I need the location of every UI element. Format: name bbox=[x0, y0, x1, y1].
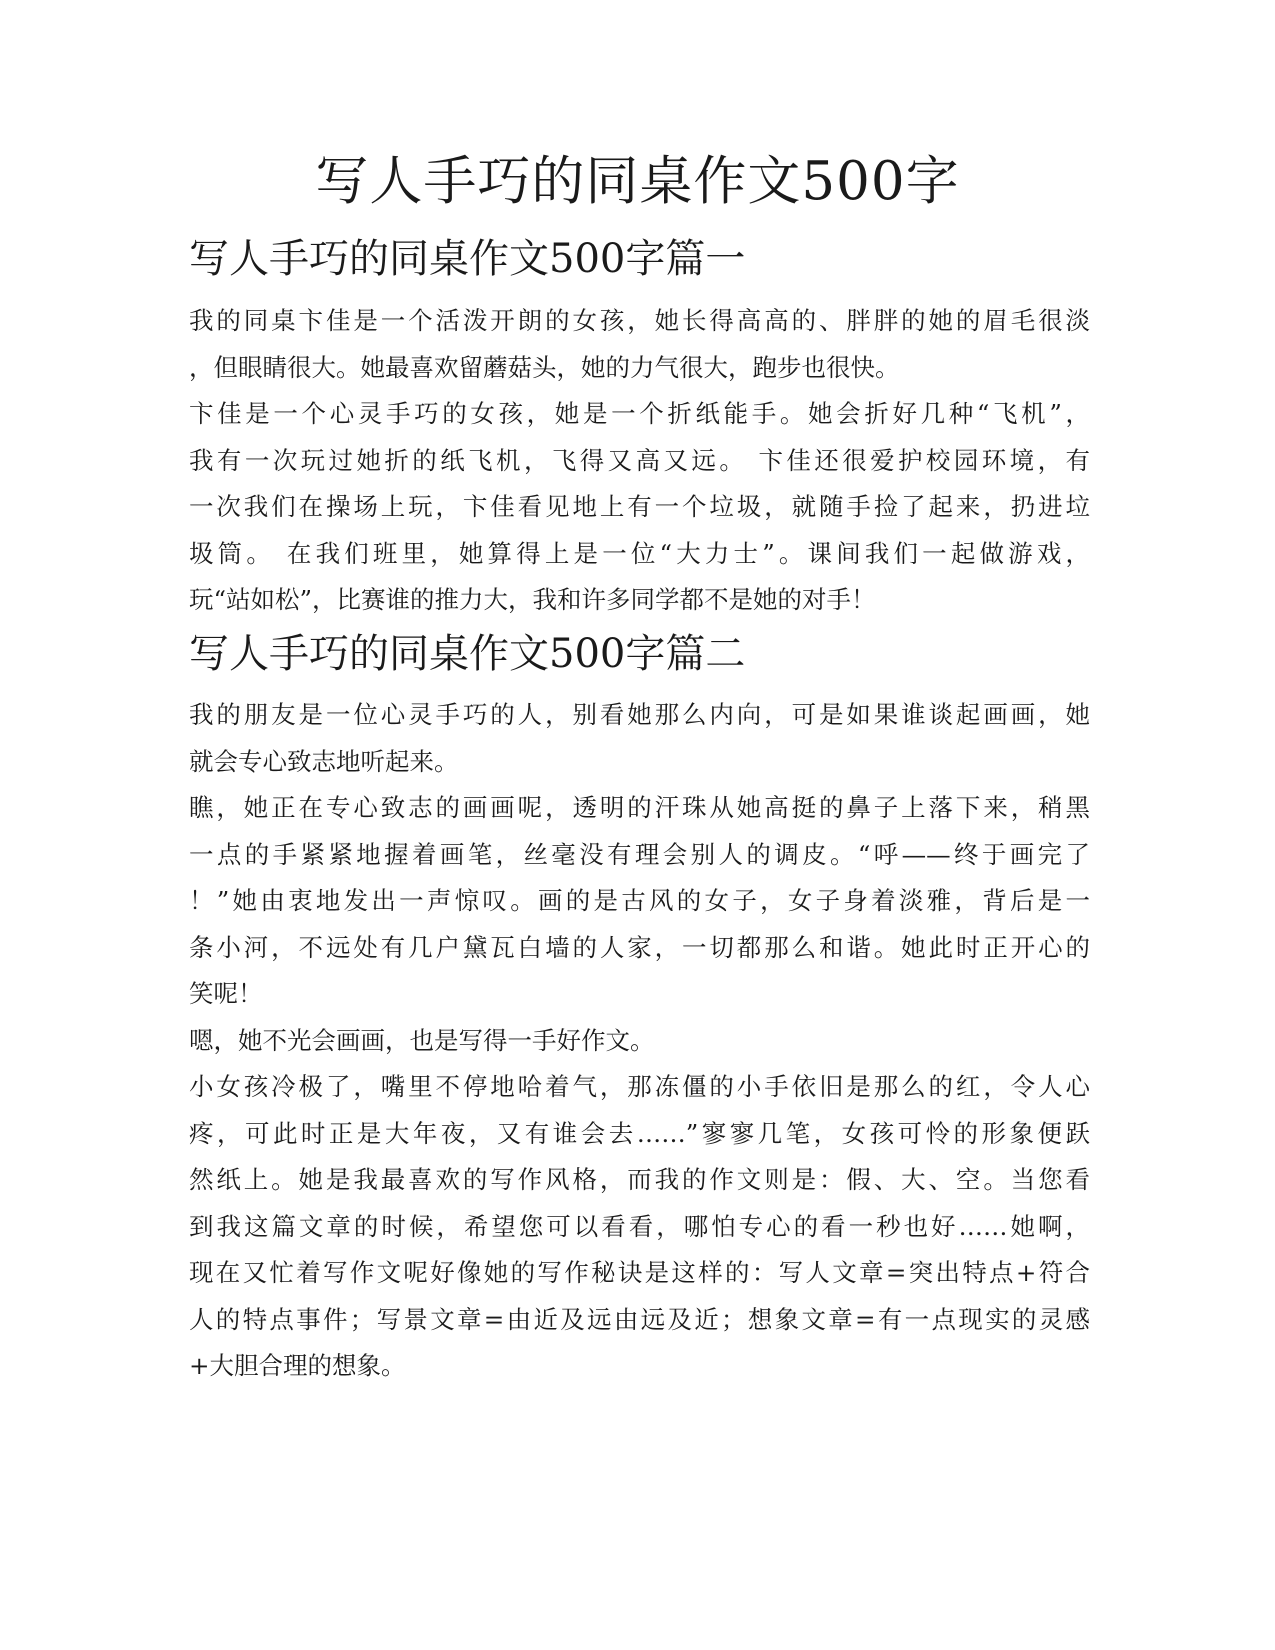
section-2-line-7: 笑呢！ bbox=[189, 979, 263, 1008]
section-2-line-10: 疼，可此时正是大年夜，又有谁会去……”寥寥几笔，女孩可怜的形象便跃 bbox=[189, 1119, 1090, 1148]
section-2-heading: 写人手巧的同桌作文500字篇二 bbox=[189, 631, 746, 677]
document-title: 写人手巧的同桌作文500字 bbox=[315, 151, 960, 212]
section-2-line-3: 瞧，她正在专心致志的画画呢，透明的汗珠从她高挺的鼻子上落下来，稍黑 bbox=[189, 793, 1090, 822]
section-1-line-2: ，但眼睛很大。她最喜欢留蘑菇头，她的力气很大，跑步也很快。 bbox=[189, 353, 900, 382]
section-2-line-8: 嗯，她不光会画画，也是写得一手好作文。 bbox=[189, 1026, 655, 1055]
section-2-line-12: 到我这篇文章的时候，希望您可以看看，哪怕专心的看一秒也好……她啊， bbox=[189, 1212, 1090, 1241]
section-1-line-1: 我的同桌卞佳是一个活泼开朗的女孩，她长得高高的、胖胖的她的眉毛很淡 bbox=[189, 306, 1090, 335]
section-2-line-2: 就会专心致志地听起来。 bbox=[189, 747, 459, 776]
section-1-line-3: 卞佳是一个心灵手巧的女孩，她是一个折纸能手。她会折好几种“飞机”， bbox=[189, 399, 1090, 428]
section-1-line-6: 圾筒。 在我们班里，她算得上是一位“大力士”。课间我们一起做游戏， bbox=[189, 539, 1090, 568]
section-2-line-1: 我的朋友是一位心灵手巧的人，别看她那么内向，可是如果谁谈起画画，她 bbox=[189, 700, 1090, 729]
section-2-line-11: 然纸上。她是我最喜欢的写作风格，而我的作文则是：假、大、空。当您看 bbox=[189, 1165, 1090, 1194]
section-2-line-13: 现在又忙着写作文呢好像她的写作秘诀是这样的：写人文章=突出特点+符合 bbox=[189, 1258, 1090, 1287]
section-1-line-5: 一次我们在操场上玩，卞佳看见地上有一个垃圾，就随手捡了起来，扔进垃 bbox=[189, 492, 1090, 521]
section-2-line-9: 小女孩冷极了，嘴里不停地哈着气，那冻僵的小手依旧是那么的红，令人心 bbox=[189, 1072, 1090, 1101]
section-2-line-15: +大胆合理的想象。 bbox=[189, 1351, 406, 1380]
section-1-line-4: 我有一次玩过她折的纸飞机，飞得又高又远。 卞佳还很爱护校园环境，有 bbox=[189, 446, 1090, 475]
section-2-line-4: 一点的手紧紧地握着画笔，丝毫没有理会别人的调皮。“呼——终于画完了 bbox=[189, 840, 1090, 869]
section-2-line-14: 人的特点事件；写景文章=由近及远由远及近；想象文章=有一点现实的灵感 bbox=[189, 1305, 1090, 1334]
section-2-line-6: 条小河，不远处有几户黛瓦白墙的人家，一切都那么和谐。她此时正开心的 bbox=[189, 933, 1090, 962]
section-1-line-7: 玩“站如松”，比赛谁的推力大，我和许多同学都不是她的对手！ bbox=[189, 585, 876, 614]
section-2-line-5: ！”她由衷地发出一声惊叹。画的是古风的女子，女子身着淡雅，背后是一 bbox=[189, 886, 1090, 915]
section-1-heading: 写人手巧的同桌作文500字篇一 bbox=[189, 236, 746, 282]
